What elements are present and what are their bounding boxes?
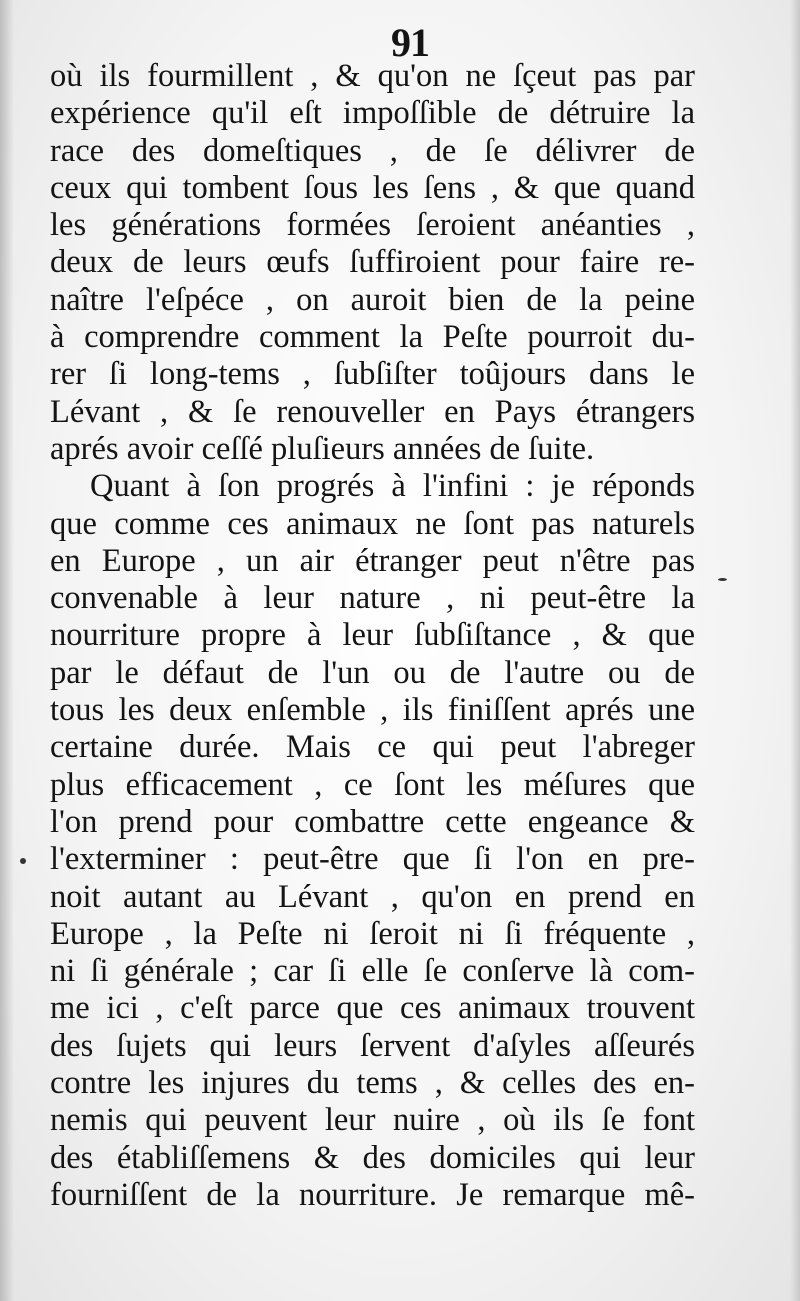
text-line: des établiſſemens & des domiciles qui leur	[50, 1139, 695, 1176]
text-line: Lévant , & ſe renouveller en Pays étrangers	[50, 393, 695, 430]
text-line: en Europe , un air étranger peut n'être pas	[50, 542, 695, 579]
text-line: ni ſi générale ; car ſi elle ſe conſerve là com-	[50, 953, 695, 990]
text-line: l'on prend pour combattre cette engeance &	[50, 803, 695, 840]
text-line: expérience qu'il eſt impoſſible de détruire la	[50, 95, 695, 132]
text-line: Europe , la Peſte ni ſeroit ni ſi fréquente ,	[50, 915, 695, 952]
text-line: par le défaut de l'un ou de l'autre ou de	[50, 654, 695, 691]
text-line: deux de leurs œufs ſuffiroient pour faire re-	[50, 244, 695, 281]
ink-speck	[718, 578, 727, 581]
text-line: tous les deux enſemble , ils finiſſent aprés une	[50, 692, 695, 729]
page-edge-right	[790, 0, 800, 1301]
text-line: naître l'eſpéce , on auroit bien de la peine	[50, 281, 695, 318]
text-line: fourniſſent de la nourriture. Je remarque mê-	[50, 1176, 695, 1213]
text-line: plus efficacement , ce ſont les méſures que	[50, 766, 695, 803]
text-line: à comprendre comment la Peſte pourroit du-	[50, 319, 695, 356]
text-line: noit autant au Lévant , qu'on en prend en	[50, 878, 695, 915]
text-line: aprés avoir ceſſé pluſieurs années de ſuite.	[50, 430, 595, 467]
text-line: nemis qui peuvent leur nuire , où ils ſe font	[50, 1102, 695, 1139]
text-line: contre les injures du tems , & celles des en-	[50, 1065, 695, 1102]
text-line: que comme ces animaux ne ſont pas naturels	[50, 505, 695, 542]
page-edge-left	[0, 0, 14, 1301]
text-line: ceux qui tombent ſous les ſens , & que quand	[50, 169, 695, 206]
text-line: les générations formées ſeroient anéanties ,	[50, 207, 695, 244]
text-line: convenable à leur nature , ni peut-être la	[50, 580, 695, 617]
ink-speck	[20, 858, 26, 864]
text-line: rer ſi long-tems , ſubſiſter toûjours dans le	[50, 356, 695, 393]
text-line: des ſujets qui leurs ſervent d'aſyles aſſeurés	[50, 1027, 695, 1064]
text-line: l'exterminer : peut-être que ſi l'on en pre-	[50, 841, 695, 878]
paragraph-first-line: Quant à ſon progrés à l'infini : je réponds	[90, 468, 695, 505]
text-line: nourriture propre à leur ſubſiſtance , & que	[50, 617, 695, 654]
text-line: race des domeſtiques , de ſe délivrer de	[50, 132, 695, 169]
text-line: certaine durée. Mais ce qui peut l'abreger	[50, 729, 695, 766]
text-line: me ici , c'eſt parce que ces animaux trouvent	[50, 990, 695, 1027]
page-number: 91	[391, 20, 429, 65]
body-text	[50, 58, 695, 1214]
text-line: où ils fourmillent , & qu'on ne ſçeut pas par	[50, 58, 695, 94]
